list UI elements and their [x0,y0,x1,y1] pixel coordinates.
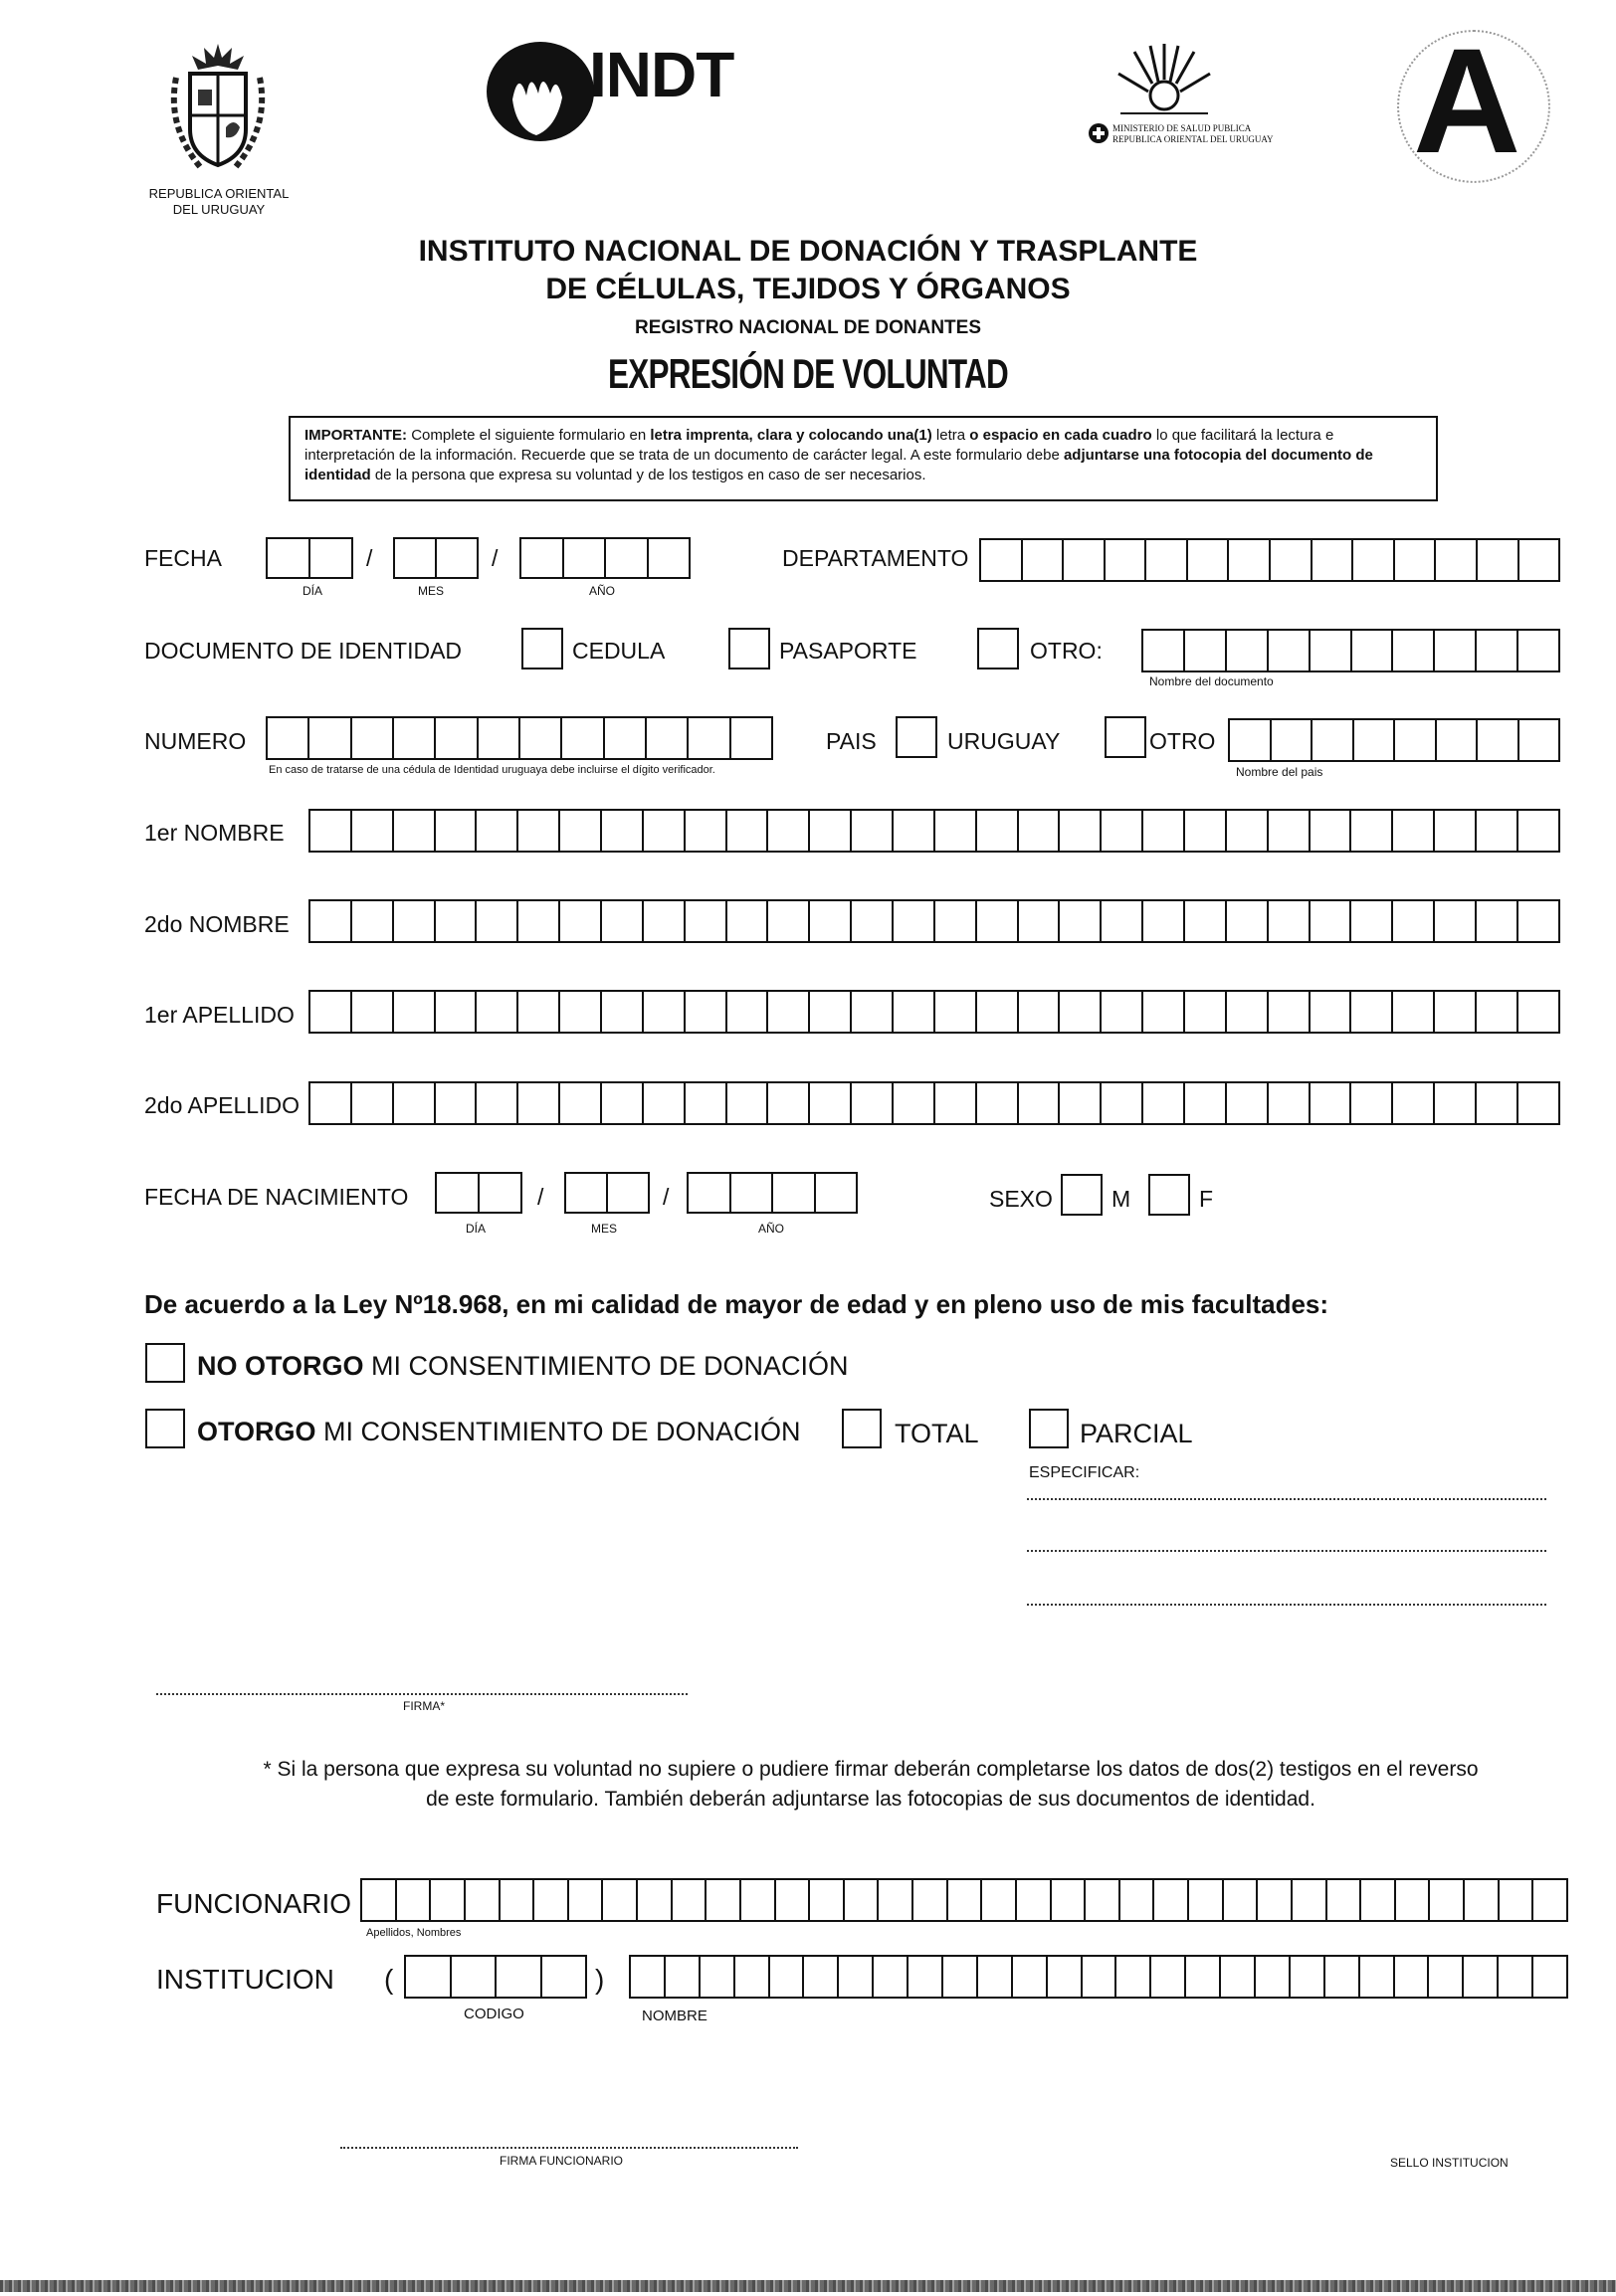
especificar-label: ESPECIFICAR: [1029,1464,1140,1481]
nombre-caption: NOMBRE [642,2008,707,2024]
institute-title-line-2: DE CÉLULAS, TEJIDOS Y ÓRGANOS [545,273,1071,305]
law-statement: De acuerdo a la Ley Nº18.968, en mi calidad de mayor de edad y en pleno uso de mis facultades: [144,1289,1329,1319]
total-checkbox[interactable] [842,1409,882,1448]
cedula-checkbox[interactable] [521,628,563,670]
firma-caption: FIRMA* [403,1699,445,1713]
funcionario-label: FUNCIONARIO [156,1888,351,1919]
sexo-f-checkbox[interactable] [1148,1174,1190,1216]
sexo-m-label: M [1111,1186,1131,1212]
indt-hand-logo-icon [483,30,597,149]
no-otorgo-label [197,1351,849,1382]
indt-logo-text: INDT [589,39,734,110]
witness-note: * Si la persona que expresa su voluntad no supiere o pudiere firmar deberán completarse los datos de dos(2) testigos en el reverso de este formulario. También deberán adjuntarse las fotocopias de sus documentos de identidad. [263,1758,1479,1811]
otro-pais-name-boxes[interactable] [1228,718,1560,762]
fecha-nac-mes-caption: MES [591,1222,618,1236]
no-otorgo-bold: NO OTORGO [197,1351,364,1381]
sexo-f-label: F [1199,1186,1214,1212]
nombre-pais-caption: Nombre del pais [1236,765,1323,779]
sello-institucion-caption: SELLO INSTITUCION [1390,2156,1509,2170]
apellidos-nombres-caption: Apellidos, Nombres [366,1927,462,1939]
institucion-codigo-boxes[interactable] [404,1955,587,1999]
departamento-boxes[interactable] [979,538,1560,582]
coat-of-arms-icon [162,38,274,177]
country-line-2: DEL URUGUAY [172,202,266,217]
uruguay-label: URUGUAY [947,728,1061,754]
registry-title: REGISTRO NACIONAL DE DONANTES [634,317,981,338]
apellido1-label: 1er APELLIDO [144,1002,295,1028]
total-label: TOTAL [895,1419,979,1448]
otorgo-rest: MI CONSENTIMIENTO DE DONACIÓN [315,1417,801,1446]
nombre2-label: 2do NOMBRE [144,911,290,937]
otro-doc-name-boxes[interactable] [1141,629,1560,672]
institucion-nombre-boxes[interactable] [629,1955,1568,1999]
nombre2-boxes[interactable] [308,899,1560,943]
nombre-documento-caption: Nombre del documento [1149,674,1274,688]
pasaporte-label: PASAPORTE [779,638,917,664]
notice-bold-3: adjuntarse una fotocopia del documento de identidad [304,447,1373,483]
otorgo-bold: OTORGO [197,1417,316,1446]
sexo-m-checkbox[interactable] [1061,1174,1103,1216]
notice-bold-2: o espacio en cada cuadro [969,427,1152,444]
fecha-nac-label: FECHA DE NACIMIENTO [144,1184,409,1210]
especificar-line-3[interactable] [1027,1604,1546,1606]
fecha-dia-boxes[interactable] [266,537,353,579]
especificar-line-2[interactable] [1027,1550,1546,1552]
fecha-anio-caption: AÑO [589,584,616,598]
fecha-slash-2: / [492,545,499,571]
uruguay-checkbox[interactable] [896,716,937,758]
fecha-nac-dia-caption: DÍA [466,1222,487,1236]
nombre1-label: 1er NOMBRE [144,820,285,846]
notice-bold-1: letra imprenta, clara y colocando una(1) [650,427,932,444]
fecha-nac-mes-boxes[interactable] [564,1172,650,1214]
important-notice [289,416,1438,501]
otorgo-checkbox[interactable] [145,1409,185,1448]
numero-boxes[interactable] [266,716,773,760]
sexo-label: SEXO [989,1186,1053,1212]
otro-doc-checkbox[interactable] [977,628,1019,670]
pasaporte-checkbox[interactable] [728,628,770,670]
notice-important: IMPORTANTE: [304,427,408,444]
especificar-line-1[interactable] [1027,1498,1546,1500]
notice-text-4: de la persona que expresa su voluntad y de los testigos en caso de ser necesarios. [370,467,926,483]
scan-edge [0,2280,1616,2292]
institute-title-line-1: INSTITUTO NACIONAL DE DONACIÓN Y TRASPLANTE [418,235,1198,268]
notice-text-3: lo que facilitará la lectura e interpretación de la información. Recuerde que se trata de un documento de carácter legal. A este formulario debe [304,427,1334,464]
apellido2-label: 2do APELLIDO [144,1092,300,1118]
fecha-label: FECHA [144,545,222,571]
nombre1-boxes[interactable] [308,809,1560,853]
firma-funcionario-line[interactable] [340,2147,798,2149]
fecha-mes-caption: MES [418,584,445,598]
firma-line[interactable] [156,1693,688,1695]
ministry-line-1: MINISTERIO DE SALUD PUBLICA [1112,123,1252,133]
fecha-slash-1: / [366,545,373,571]
notice-text-1: Complete el siguiente formulario en [407,427,651,444]
ministry-line-2: REPUBLICA ORIENTAL DEL URUGUAY [1112,134,1274,144]
institucion-paren-open: ( [384,1964,394,1995]
pais-label: PAIS [826,728,877,754]
fecha-dia-caption: DÍA [303,584,323,598]
otorgo-label [197,1417,801,1447]
form-title: EXPRESIÓN DE VOLUNTAD [608,350,1008,397]
institucion-paren-close: ) [595,1964,605,1995]
fecha-nac-slash-1: / [537,1184,544,1210]
no-otorgo-checkbox[interactable] [145,1343,185,1383]
apellido1-boxes[interactable] [308,990,1560,1034]
fecha-nac-anio-caption: AÑO [758,1222,785,1236]
otro-pais-label: OTRO [1149,728,1216,754]
apellido2-boxes[interactable] [308,1081,1560,1125]
fecha-nac-slash-2: / [663,1184,670,1210]
otro-doc-label: OTRO: [1030,638,1103,664]
fecha-nac-anio-boxes[interactable] [687,1172,858,1214]
firma-funcionario-caption: FIRMA FUNCIONARIO [500,2154,624,2168]
numero-label: NUMERO [144,728,247,754]
documento-label: DOCUMENTO DE IDENTIDAD [144,638,463,664]
cedula-label: CEDULA [572,638,666,664]
no-otorgo-rest: MI CONSENTIMIENTO DE DONACIÓN [363,1351,849,1381]
red-cross-icon [1089,123,1109,143]
notice-text-2: letra [931,427,970,444]
institucion-label: INSTITUCION [156,1964,334,1995]
country-line-1: REPUBLICA ORIENTAL [148,186,290,201]
funcionario-boxes[interactable] [360,1878,1568,1922]
parcial-label: PARCIAL [1080,1419,1193,1448]
departamento-label: DEPARTAMENTO [782,545,969,571]
fecha-anio-boxes[interactable] [519,537,691,579]
fecha-nac-dia-boxes[interactable] [435,1172,522,1214]
otro-pais-checkbox[interactable] [1105,716,1146,758]
parcial-checkbox[interactable] [1029,1409,1069,1448]
codigo-caption: CODIGO [464,2006,524,2022]
form-letter-a: A [1413,17,1521,184]
ministry-sun-icon [1114,40,1214,119]
numero-hint: En caso de tratarse de una cédula de Identidad uruguaya debe incluirse el dígito verificador. [269,764,715,776]
fecha-mes-boxes[interactable] [393,537,479,579]
